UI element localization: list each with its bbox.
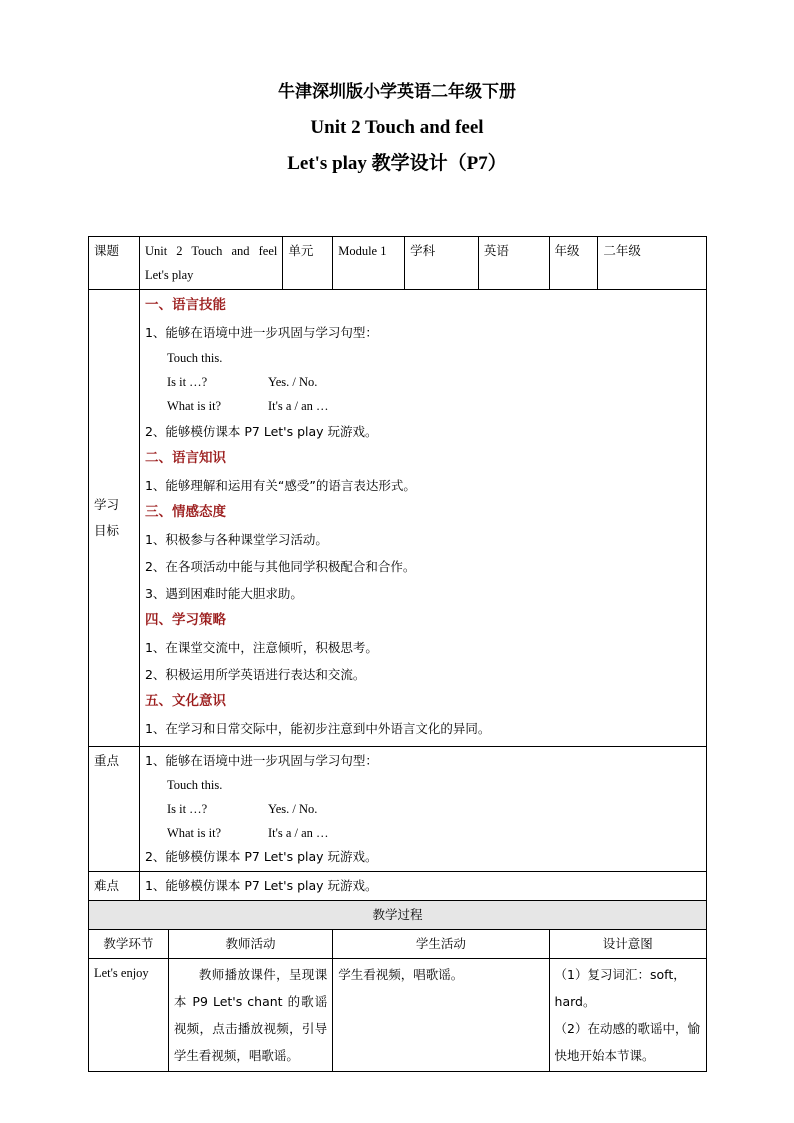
section-title-strategy: 四、学习策略 [144, 612, 226, 628]
document-titles [0, 74, 794, 182]
unit-value: Module 1 [333, 237, 405, 290]
sentence-pattern-pair [145, 821, 701, 845]
topic-value: Unit 2 Touch and feel Let's play [139, 237, 282, 290]
section-title-culture: 五、文化意识 [144, 693, 226, 709]
stage-cell: Let's enjoy [89, 959, 169, 1072]
design-intent-item: （1）复习词汇：soft，hard。 [554, 967, 686, 1009]
sentence-pattern-pair [145, 394, 701, 418]
teacher-activity-cell: 教师播放课件，呈现课本 P9 Let's chant 的歌谣视频，点击播放视频，引导学生看视频，唱歌谣。 [168, 959, 332, 1072]
title-line-1: 牛津深圳版小学英语二年级下册 [278, 82, 516, 102]
process-title-row [89, 901, 707, 930]
key-point-item: 1、能够在语境中进一步巩固与学习句型： [144, 753, 378, 768]
key-points-content [139, 747, 706, 872]
subject-value: 英语 [478, 237, 549, 290]
difficulties-row [89, 872, 707, 901]
difficulties-content: 1、能够模仿课本 P7 Let's play 玩游戏。 [139, 872, 706, 901]
process-header-row [89, 930, 707, 959]
objective-item: 3、遇到困难时能大胆求助。 [144, 586, 303, 601]
col-header-intent: 设计意图 [549, 930, 706, 959]
objective-item: 1、在课堂交流中，注意倾听，积极思考。 [144, 640, 378, 655]
objectives-row [89, 290, 707, 747]
process-row [89, 959, 707, 1072]
process-title: 教学过程 [89, 901, 707, 930]
sentence-question: Is it …? [166, 802, 208, 816]
objectives-label [89, 290, 140, 747]
grade-label: 年级 [549, 237, 598, 290]
objective-item: 2、能够模仿课本 P7 Let's play 玩游戏。 [144, 424, 378, 439]
sentence-answer: Yes. / No. [267, 375, 318, 389]
difficulties-label: 难点 [89, 872, 140, 901]
design-intent-item: （2）在动感的歌谣中，愉快地开始本节课。 [554, 1021, 701, 1063]
col-header-stage: 教学环节 [89, 930, 169, 959]
sentence-answer: Yes. / No. [267, 802, 318, 816]
subject-label: 学科 [405, 237, 479, 290]
objectives-label-text: 学习目标 [94, 497, 120, 538]
sentence-answer: It's a / an … [267, 826, 329, 840]
section-title-language-knowledge: 二、语言知识 [144, 450, 226, 466]
objective-item: 1、积极参与各种课堂学习活动。 [144, 532, 328, 547]
sentence-question: Is it …? [166, 375, 208, 389]
objective-item: 1、能够在语境中进一步巩固与学习句型： [144, 325, 378, 340]
unit-label: 单元 [283, 237, 333, 290]
key-points-label: 重点 [89, 747, 140, 872]
objective-item: 2、在各项活动中能与其他同学积极配合和合作。 [144, 559, 416, 574]
title-line-3: Let's play 教学设计（P7） [287, 153, 507, 174]
sentence-question: What is it? [166, 826, 222, 840]
topic-label: 课题 [89, 237, 140, 290]
objective-item: 1、在学习和日常交际中，能初步注意到中外语言文化的异同。 [144, 721, 491, 736]
sentence-pattern-pair [145, 797, 701, 821]
grade-value: 二年级 [598, 237, 707, 290]
col-header-teacher: 教师活动 [168, 930, 332, 959]
lesson-plan-table [88, 236, 707, 1072]
objective-item: 1、能够理解和运用有关“感受”的语言表达形式。 [144, 478, 416, 493]
sentence-question: What is it? [166, 399, 222, 413]
student-activity-cell: 学生看视频，唱歌谣。 [333, 959, 549, 1072]
info-row [89, 237, 707, 290]
section-title-language-skills: 一、语言技能 [144, 297, 226, 313]
sentence-pattern: Touch this. [166, 351, 223, 365]
objectives-content [139, 290, 706, 747]
sentence-pattern: Touch this. [166, 778, 223, 792]
title-line-2: Unit 2 Touch and feel [310, 117, 484, 138]
key-point-item: 2、能够模仿课本 P7 Let's play 玩游戏。 [144, 849, 378, 864]
key-points-row [89, 747, 707, 872]
sentence-pattern-pair [145, 370, 701, 394]
design-intent-cell [549, 959, 706, 1072]
col-header-student: 学生活动 [333, 930, 549, 959]
section-title-attitude: 三、情感态度 [144, 504, 226, 520]
sentence-answer: It's a / an … [267, 399, 329, 413]
objective-item: 2、积极运用所学英语进行表达和交流。 [144, 667, 366, 682]
